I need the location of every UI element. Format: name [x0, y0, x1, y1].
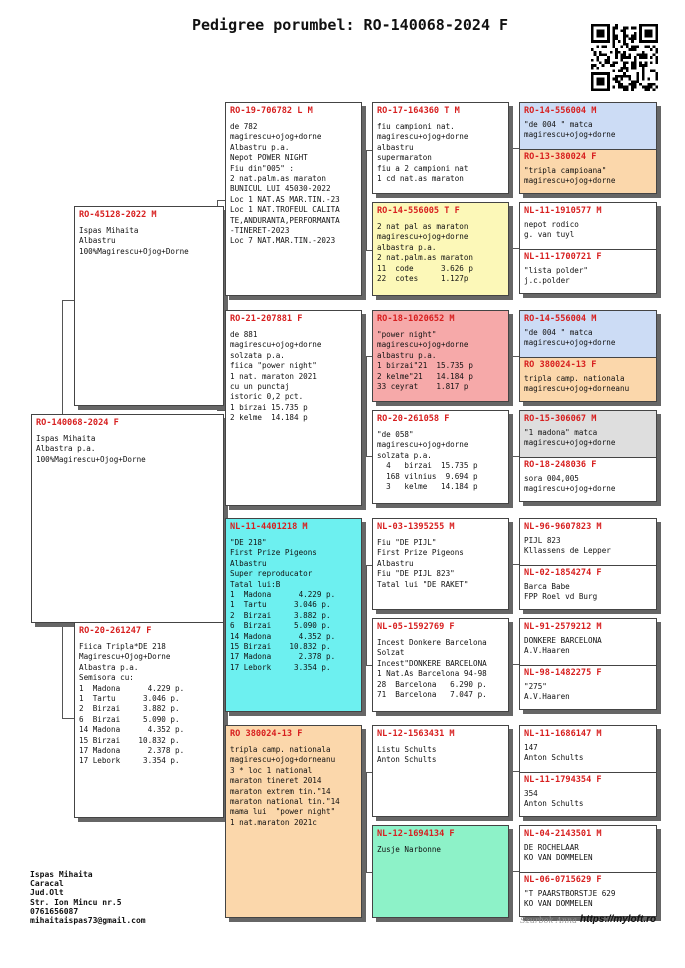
info-line: "power night"	[377, 330, 437, 339]
info-line: maraton tineret 2014	[230, 776, 322, 786]
ssd-card	[372, 202, 509, 296]
info-line: First Prize Pigeons	[377, 548, 464, 558]
ring-number: RO-14-556004 M	[524, 314, 597, 324]
info-line: 2 nat.palm.as maraton	[377, 253, 474, 263]
ring-number: RO-140068-2024 F	[36, 418, 119, 428]
info-line: magirescu+ojog+dorne	[230, 340, 322, 350]
dss-card	[372, 518, 509, 610]
info-line: Nepot POWER NIGHT	[230, 153, 308, 163]
info-line: 1 Madona 4.229 p.	[230, 590, 336, 600]
ring-number: RO-13-380024 F	[524, 152, 597, 162]
info-line: albastra p.a.	[377, 242, 437, 252]
info-line: Listu Schults	[377, 745, 437, 754]
divider	[520, 665, 656, 666]
great-grandparents-pair-card	[519, 825, 657, 917]
info-line: magirescu+ojog+dorne	[377, 440, 469, 450]
info-line: 1 Tartu 3.046 p.	[79, 694, 180, 704]
dam-card	[74, 622, 224, 818]
info-line: Magirescu+Ojog+Dorne	[79, 652, 171, 662]
info-line: Albastru	[79, 236, 116, 246]
divider	[520, 357, 656, 358]
ancestor-female	[520, 249, 656, 294]
info-line: 2 nat pal as maraton	[377, 222, 469, 231]
info-line: Incest"DONKERE BARCELONA	[377, 658, 487, 668]
ancestor-male	[520, 726, 656, 772]
info-line: j.c.polder	[524, 276, 570, 286]
info-line: 1 Madona 4.229 p.	[79, 683, 185, 693]
info-line: Incest Donkere Barcelona	[377, 638, 487, 647]
ring-number: RO-14-556005 T F	[377, 206, 460, 216]
info-line: Loc 1 NAT.TROFEUL CALITA	[230, 205, 340, 215]
sdd-card	[372, 410, 509, 504]
info-line: magirescu+ojog+dorne	[524, 484, 616, 494]
signature: Szurbok Anna	[520, 916, 577, 925]
connector-line	[510, 871, 519, 872]
info-line: KO VAN DOMMELEN	[524, 853, 593, 863]
info-line: 100%Magirescu+Ojog+Dorne	[36, 454, 146, 464]
info-line: 354	[524, 789, 538, 798]
divider	[520, 149, 656, 150]
info-line: 3 kelme 14.184 p	[377, 482, 478, 492]
ancestor-female	[520, 357, 656, 402]
info-line: 6 Birzai 5.090 p.	[79, 714, 180, 724]
info-line: magirescu+ojog+dorne	[377, 340, 469, 350]
info-line: Barca Babe	[524, 582, 570, 591]
great-grandparents-pair-card	[519, 725, 657, 817]
divider	[520, 872, 656, 873]
connector-line	[62, 300, 63, 414]
info-line: KO VAN DOMMELEN	[524, 899, 593, 909]
info-line: 17 Madona 2.378 p.	[79, 746, 185, 756]
info-line: fiica "power night"	[230, 361, 317, 371]
connector-line	[510, 771, 519, 772]
info-line: Ispas Mihaita	[36, 434, 96, 443]
qr-code	[591, 24, 658, 91]
ring-number: NL-06-0715629 F	[524, 875, 602, 885]
info-line: PIJL 823	[524, 536, 561, 545]
ring-number: RO-14-556004 M	[524, 106, 597, 116]
ring-number: NL-11-1686147 M	[524, 729, 602, 739]
sds-card	[372, 310, 509, 402]
info-line: "lista polder"	[524, 266, 589, 275]
connector-line	[510, 456, 519, 457]
page-title: Pedigree porumbel: RO-140068-2024 F	[191, 16, 509, 34]
info-line: maraton extrem tin."14	[230, 786, 331, 796]
info-line: 4 birzai 15.735 p	[377, 461, 478, 471]
info-line: "de 004 " matca	[524, 120, 593, 129]
ring-number: RO-20-261247 F	[79, 626, 152, 636]
info-line: 147	[524, 743, 538, 752]
info-line: 1 Tartu 3.046 p.	[230, 600, 331, 610]
info-line: 22 cotes 1.127p	[377, 274, 469, 284]
sire-dam-card	[225, 310, 362, 506]
info-line: Kllassens de Lepper	[524, 546, 611, 556]
website-link[interactable]: https://myloft.ro	[580, 914, 657, 925]
info-line: FPP Roel vd Burg	[524, 592, 598, 602]
info-line: Ispas Mihaita	[79, 226, 139, 235]
divider	[520, 457, 656, 458]
divider	[520, 772, 656, 773]
ring-number: RO-45128-2022 M	[79, 210, 157, 220]
info-line: Anton Schults	[524, 799, 584, 809]
info-line: 1 birzai"21 15.735 p	[377, 361, 474, 371]
ring-number: NL-12-1563431 M	[377, 729, 455, 739]
info-line: TE,ANDURANTA,PERFORMANTA	[230, 215, 340, 225]
info-line: Tatal lui "DE RAKET"	[377, 579, 469, 589]
ring-number: NL-12-1694134 F	[377, 829, 455, 839]
info-line: magirescu+ojog+dorne	[524, 176, 616, 186]
connector-line	[366, 356, 367, 456]
info-line: DE ROCHELAAR	[524, 843, 579, 852]
connector-line	[217, 820, 225, 821]
info-line: 1 nat. maraton 2021	[230, 371, 317, 381]
info-line: magirescu+ojog+dorne	[377, 232, 469, 242]
connector-line	[366, 565, 367, 665]
info-line: 1 Nat.As Barcelona 94-98	[377, 669, 487, 679]
info-line: 2 Birzai 3.882 p.	[79, 704, 180, 714]
info-line: A.V.Haaren	[524, 692, 570, 702]
ring-number: NL-11-1700721 F	[524, 252, 602, 262]
ancestor-male	[520, 619, 656, 665]
info-line: 71 Barcelona 7.047 p.	[377, 690, 487, 700]
info-line: Semisora cu:	[79, 673, 134, 683]
ancestor-male	[520, 203, 656, 249]
info-line: Albastru	[230, 558, 267, 568]
info-line: "de 004 " matca	[524, 328, 593, 337]
ring-number: NL-05-1592769 F	[377, 622, 455, 632]
ring-number: RO-18-1020652 M	[377, 314, 455, 324]
connector-line	[510, 148, 519, 149]
subject-pigeon-card	[31, 414, 224, 623]
great-grandparents-pair-card	[519, 202, 657, 294]
info-line: Loc 1 NAT.AS MAR.TIN.-23	[230, 194, 340, 204]
info-line: 14 Madona 4.352 p.	[230, 631, 336, 641]
connector-line	[62, 718, 74, 719]
info-line: nepot rodico	[524, 220, 579, 229]
info-line: cu un punctaj	[230, 382, 290, 392]
info-line: 1 nat.maraton 2021c	[230, 817, 317, 827]
connector-line	[217, 200, 225, 201]
ancestor-male	[520, 826, 656, 872]
info-line: Fiu "DE PIJL"	[377, 538, 437, 547]
connector-line	[217, 410, 225, 411]
info-line: Albastra p.a.	[36, 444, 96, 454]
ring-number: NL-04-2143501 M	[524, 829, 602, 839]
info-line: albastru p.a.	[377, 350, 437, 360]
info-line: Fiica Tripla*DE 218	[79, 642, 166, 651]
owner-contact: Ispas Mihaita Caracal Jud.Olt Str. Ion Mincu nr.5 0761656087 mihaitaispas73@gmail.com	[30, 870, 146, 926]
info-line: mama lui "power night"	[230, 807, 336, 817]
info-line: Anton Schults	[524, 753, 584, 763]
ring-number: NL-03-1395255 M	[377, 522, 455, 532]
ring-number: NL-11-1910577 M	[524, 206, 602, 216]
divider	[520, 565, 656, 566]
info-line: g. van tuyl	[524, 230, 575, 240]
connector-line	[510, 664, 519, 665]
info-line: "DE 218"	[230, 538, 267, 547]
great-grandparents-pair-card	[519, 410, 657, 502]
info-line: BUNICUL LUI 45030-2022	[230, 184, 331, 194]
info-line: 1 cd nat.as maraton	[377, 174, 464, 184]
info-line: 168 vilnius 9.694 p	[377, 471, 478, 481]
great-grandparents-pair-card	[519, 518, 657, 610]
info-line: magirescu+ojog+dorneanu	[524, 384, 630, 394]
info-line: istoric 0,2 pct.	[230, 392, 304, 402]
info-line: 2 nat.palm.as maraton	[230, 174, 327, 184]
divider	[520, 249, 656, 250]
ring-number: NL-96-9607823 M	[524, 522, 602, 532]
info-line: -TINERET-2023	[230, 226, 290, 236]
info-line: 17 Lebork 3.354 p.	[230, 662, 331, 672]
info-line: solzata p.a.	[230, 350, 285, 360]
info-line: sora 004,005	[524, 474, 579, 483]
great-grandparents-pair-card	[519, 310, 657, 402]
info-line: tripla camp. nationala	[230, 745, 331, 754]
great-grandparents-pair-card	[519, 618, 657, 710]
info-line: Albastru	[377, 558, 414, 568]
info-line: fiu campioni nat.	[377, 122, 455, 131]
info-line: 15 Birzai 10.832 p.	[230, 642, 331, 652]
info-line: "T PAARSTBORSTJE 629	[524, 889, 616, 898]
dam-sire-card	[225, 518, 362, 712]
info-line: 3 * loc 1 national	[230, 765, 313, 775]
info-line: 14 Madona 4.352 p.	[79, 725, 185, 735]
info-line: magirescu+ojog+dorne	[377, 132, 469, 142]
info-line: magirescu+ojog+dorne	[524, 338, 616, 348]
ancestor-female	[520, 872, 656, 917]
info-line: Anton Schults	[377, 755, 437, 765]
connector-line	[62, 623, 63, 718]
ring-number: RO-17-164360 T M	[377, 106, 460, 116]
ancestor-male	[520, 311, 656, 357]
connector-line	[62, 300, 74, 301]
ring-number: NL-98-1482275 F	[524, 668, 602, 678]
info-line: 33 ceyrat 1.817 p	[377, 382, 469, 392]
info-line: magirescu+ojog+dorne	[524, 130, 616, 140]
ring-number: RO-15-306067 M	[524, 414, 597, 424]
connector-line	[366, 772, 367, 872]
info-line: fiu a 2 campioni nat	[377, 163, 469, 173]
info-line: A.V.Haaren	[524, 646, 570, 656]
ancestor-female	[520, 665, 656, 710]
info-line: Albastra p.a.	[79, 662, 139, 672]
info-line: 6 Birzai 5.090 p.	[230, 621, 331, 631]
info-line: supermaraton	[377, 153, 432, 163]
info-line: 11 code 3.626 p	[377, 263, 474, 273]
info-line: Albastru p.a.	[230, 142, 290, 152]
ring-number: NL-02-1854274 F	[524, 568, 602, 578]
info-line: "de 058"	[377, 430, 414, 439]
ring-number: RO 380024-13 F	[230, 729, 303, 739]
info-line: tripla camp. nationala	[524, 374, 625, 383]
ring-number: NL-11-1794354 F	[524, 775, 602, 785]
sire-card	[74, 206, 224, 406]
info-line: Fiu din"005" :	[230, 163, 295, 173]
info-line: de 881	[230, 330, 258, 339]
info-line: Tatal lui:B	[230, 579, 281, 589]
ring-number: NL-11-4401218 M	[230, 522, 308, 532]
ring-number: RO-21-207881 F	[230, 314, 303, 324]
info-line: de 782	[230, 122, 258, 131]
info-line: Loc 7 NAT.MAR.TIN.-2023	[230, 236, 336, 246]
info-line: solzata p.a.	[377, 450, 432, 460]
info-line: Zusje Narbonne	[377, 845, 442, 854]
ring-number: RO 380024-13 F	[524, 360, 597, 370]
info-line: First Prize Pigeons	[230, 548, 317, 558]
ddd-card	[372, 825, 509, 918]
ancestor-female	[520, 149, 656, 194]
info-line: maraton national tin."14	[230, 797, 340, 807]
info-line: 17 Madona 2.378 p.	[230, 652, 336, 662]
connector-line	[510, 248, 519, 249]
ring-number: NL-91-2579212 M	[524, 622, 602, 632]
info-line: magirescu+ojog+dorneanu	[230, 755, 336, 765]
info-line: magirescu+ojog+dorne	[524, 438, 616, 448]
sire-sire-card	[225, 102, 362, 296]
great-grandparents-pair-card	[519, 102, 657, 194]
ancestor-male	[520, 519, 656, 565]
ancestor-female	[520, 457, 656, 502]
dsd-card	[372, 618, 509, 712]
info-line: 28 Barcelona 6.290 p.	[377, 679, 487, 689]
ancestor-female	[520, 772, 656, 817]
info-line: albastru	[377, 142, 414, 152]
info-line: 15 Birzai 10.832 p.	[79, 735, 180, 745]
dds-card	[372, 725, 509, 817]
info-line: Solzat	[377, 648, 405, 658]
info-line: 2 kelme 14.184 p	[230, 413, 308, 423]
info-line: "1 madona" matca	[524, 428, 598, 437]
info-line: 17 Lebork 3.354 p.	[79, 756, 180, 766]
ancestor-male	[520, 103, 656, 149]
ancestor-female	[520, 565, 656, 610]
ancestor-male	[520, 411, 656, 457]
connector-line	[510, 356, 519, 357]
info-line: 100%Magirescu+Ojog+Dorne	[79, 246, 189, 256]
info-line: magirescu+ojog+dorne	[230, 132, 322, 142]
connector-line	[366, 150, 367, 250]
dam-dam-card	[225, 725, 362, 918]
info-line: Super reproducator	[230, 569, 313, 579]
info-line: 2 Birzai 3.882 p.	[230, 610, 331, 620]
ring-number: RO-18-248036 F	[524, 460, 597, 470]
info-line: Fiu "DE PIJL 823"	[377, 569, 455, 579]
info-line: 2 kelme"21 14.184 p	[377, 371, 474, 381]
info-line: "tripla campioana"	[524, 166, 607, 175]
sss-card	[372, 102, 509, 194]
info-line: 1 birzai 15.735 p	[230, 402, 308, 412]
connector-line	[510, 564, 519, 565]
ring-number: RO-19-706782 L M	[230, 106, 313, 116]
info-line: "275"	[524, 682, 547, 691]
info-line: DONKERE BARCELONA	[524, 636, 602, 645]
ring-number: RO-20-261058 F	[377, 414, 450, 424]
